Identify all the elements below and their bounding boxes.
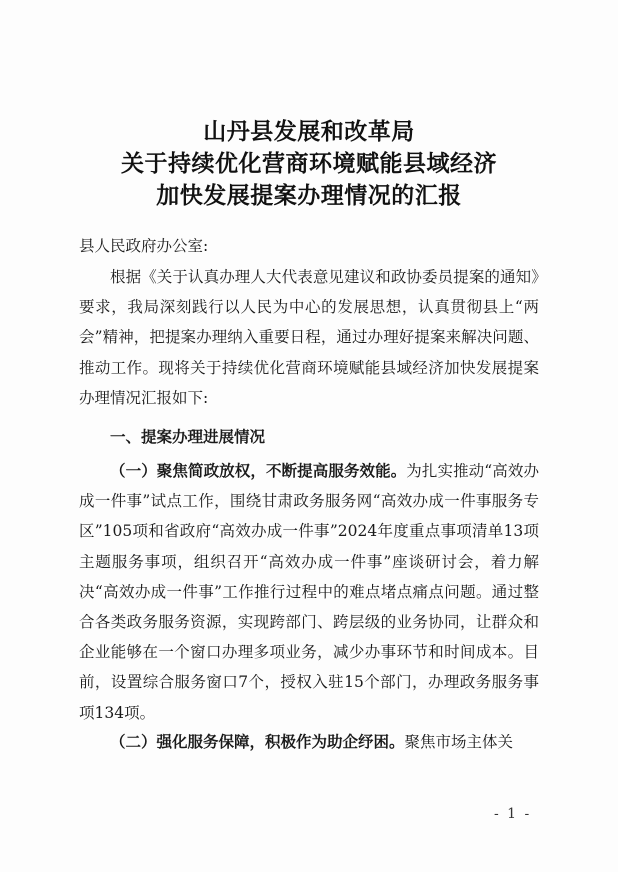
section-heading: 一、提案办理进展情况	[110, 428, 266, 446]
section-item-1-lead: （一）聚焦简政放权，不断提高服务效能。	[110, 461, 407, 480]
page-number: - 1 -	[494, 806, 532, 822]
section-item-1-text: 为扎实推动“高效办成一件事”试点工作，围绕甘肃政务服务网“高效办成一件事服务专区”105项和省政府“高效办成一件事”2024年度重点事项清单13项主题服务事项，组织召开“高效办成一件事”座谈研讨会，着力解决“高效办成一件事”工作推行过程中的难点堵点痛点问题。通过整合各类政务服务资源，实现跨部门、跨层级的业务协同，让群众和企业能够在一个窗口办理多项业务，减少办事环节和时间成本。目前，设置综合服务窗口7个，授权入驻15个部门，办理政务服务事项134项。	[79, 462, 539, 722]
title-line-3: 加快发展提案办理情况的汇报	[156, 183, 462, 209]
section-item-2	[79, 727, 539, 789]
section-item-2-lead: （二）强化服务保障，积极作为助企纾困。	[110, 732, 405, 751]
section-item-1	[79, 456, 539, 728]
section-item-2-text: 聚焦市场主体关	[404, 733, 514, 751]
title-line-1: 山丹县发展和改革局	[203, 119, 415, 145]
intro-paragraph: 根据《关于认真办理人大代表意见建议和政协委员提案的通知》要求，我局深刻践行以人民为中心的发展思想，认真贯彻县上“两会”精神，把提案办理纳入重要日程，通过办理好提案来解决问题、推动工作。现将关于持续优化营商环境赋能县域经济加快发展提案办理情况汇报如下:	[79, 268, 539, 407]
title-line-2: 关于持续优化营商环境赋能县域经济	[121, 151, 497, 177]
salutation: 县人民政府办公室:	[79, 237, 209, 255]
